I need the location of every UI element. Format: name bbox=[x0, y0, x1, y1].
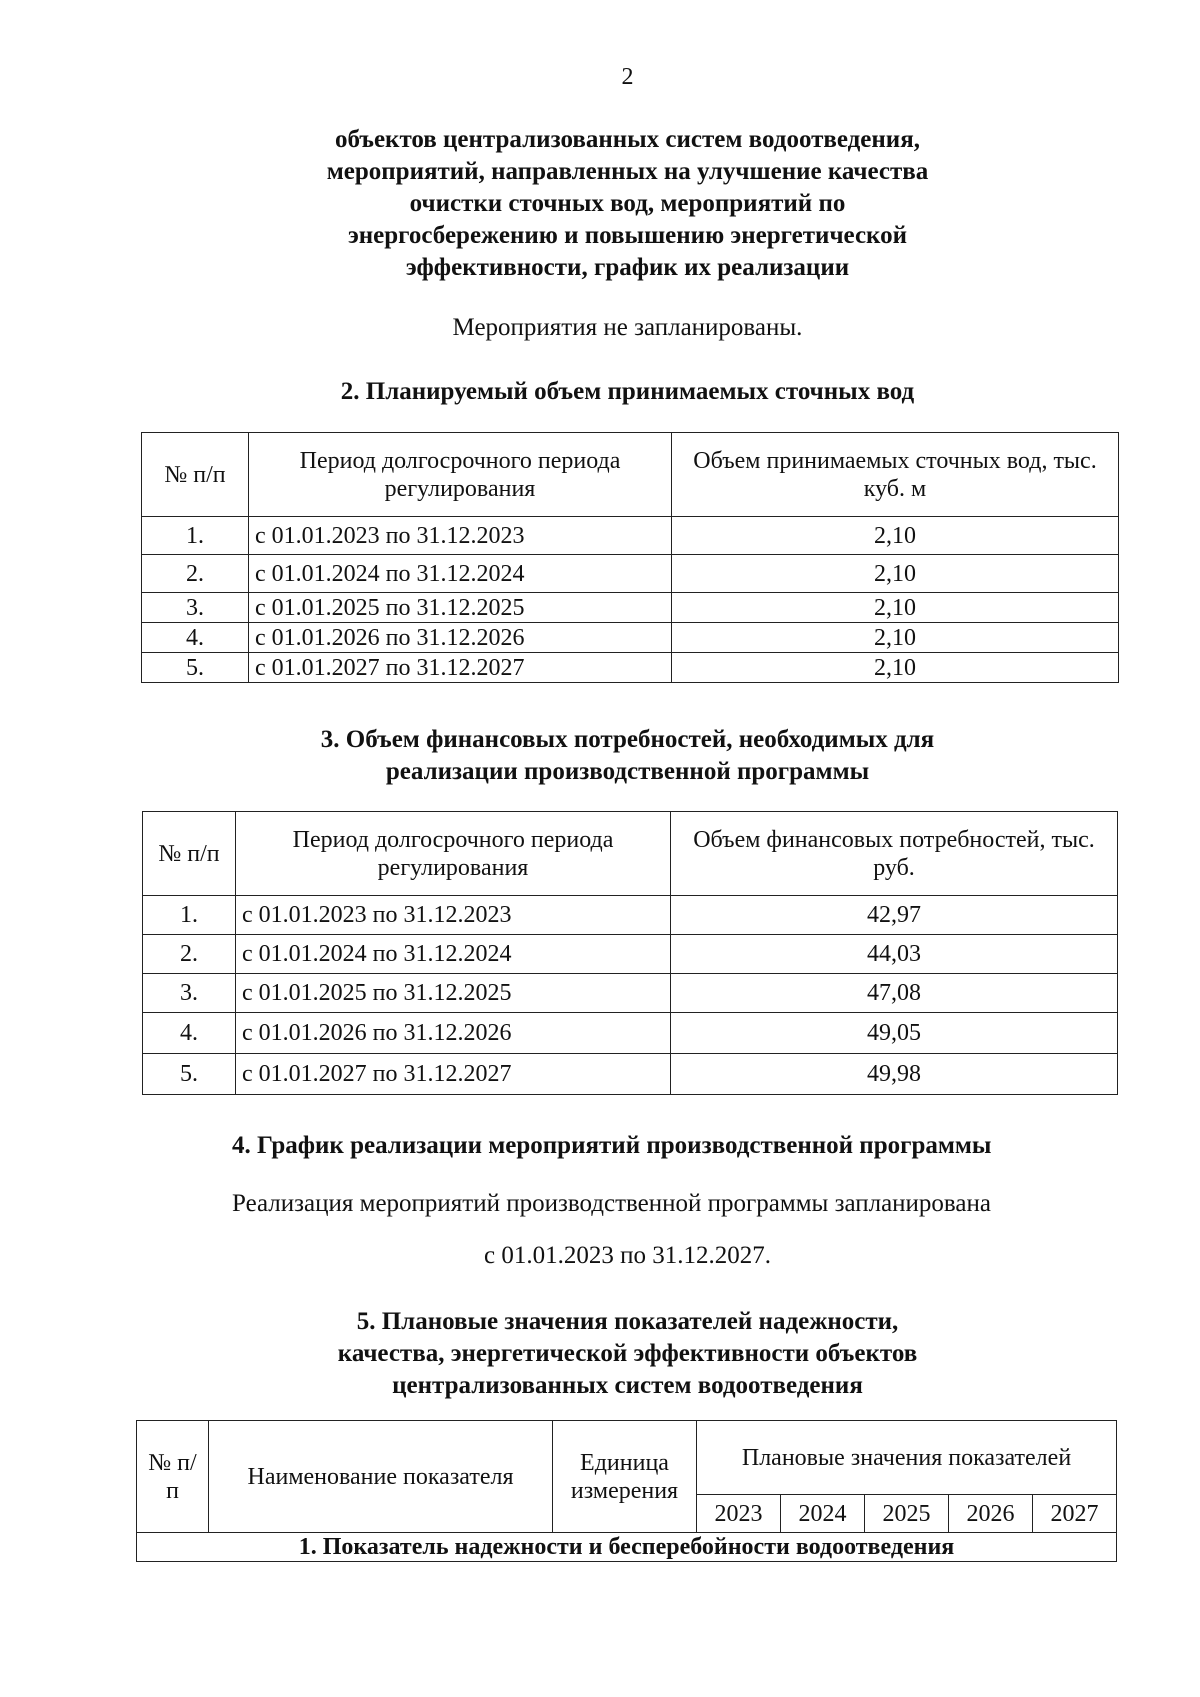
row-value: 44,03 bbox=[671, 935, 1118, 974]
row-value: 49,98 bbox=[671, 1054, 1118, 1095]
row-period: с 01.01.2025 по 31.12.2025 bbox=[236, 974, 671, 1013]
row-period: с 01.01.2024 по 31.12.2024 bbox=[236, 935, 671, 974]
row-value: 2,10 bbox=[672, 593, 1119, 623]
row-value: 42,97 bbox=[671, 896, 1118, 935]
table-row bbox=[143, 896, 1118, 935]
section5-title-line: качества, энергетической эффективности объектов bbox=[337, 1340, 918, 1367]
header-finance: Объем финансовых потребностей, тыс. руб. bbox=[671, 812, 1118, 896]
table-row bbox=[142, 517, 1119, 555]
section3-title-line: 3. Объем финансовых потребностей, необходимых для bbox=[320, 726, 935, 753]
financial-needs-table bbox=[142, 811, 1118, 1095]
row-period: с 01.01.2023 по 31.12.2023 bbox=[236, 896, 671, 935]
header-year: 2024 bbox=[781, 1495, 865, 1533]
row-value: 2,10 bbox=[672, 653, 1119, 683]
row-num: 5. bbox=[143, 1054, 236, 1095]
title-line: энергосбережению и повышению энергетической bbox=[347, 222, 908, 249]
row-value: 49,05 bbox=[671, 1013, 1118, 1054]
table-row bbox=[143, 974, 1118, 1013]
header-num: № п/п bbox=[137, 1421, 209, 1533]
header-volume: Объем принимаемых сточных вод, тыс. куб. м bbox=[672, 433, 1119, 517]
header-year: 2026 bbox=[949, 1495, 1033, 1533]
row-num: 2. bbox=[142, 555, 249, 593]
header-unit: Единица измерения bbox=[553, 1421, 697, 1533]
header-year: 2025 bbox=[865, 1495, 949, 1533]
row-period: с 01.01.2025 по 31.12.2025 bbox=[249, 593, 672, 623]
title-line: очистки сточных вод, мероприятий по bbox=[409, 190, 846, 217]
section5-title-line: централизованных систем водоотведения bbox=[392, 1372, 863, 1399]
no-measures-text: Мероприятия не запланированы. bbox=[452, 314, 803, 341]
header-num: № п/п bbox=[142, 433, 249, 517]
section3-title bbox=[0, 724, 1200, 788]
row-period: с 01.01.2026 по 31.12.2026 bbox=[236, 1013, 671, 1054]
table-row bbox=[143, 1054, 1118, 1095]
header-year: 2023 bbox=[697, 1495, 781, 1533]
table-header-row bbox=[137, 1421, 1117, 1495]
header-period: Период долгосрочного периода регулирования bbox=[249, 433, 672, 517]
row-num: 2. bbox=[143, 935, 236, 974]
header-num: № п/п bbox=[143, 812, 236, 896]
section4-title: 4. График реализации мероприятий производственной программы bbox=[232, 1132, 992, 1159]
title-line: эффективности, график их реализации bbox=[405, 254, 850, 281]
row-period: с 01.01.2027 по 31.12.2027 bbox=[236, 1054, 671, 1095]
indicators-table bbox=[136, 1420, 1117, 1562]
page-number: 2 bbox=[621, 64, 634, 90]
section3-title-line: реализации производственной программы bbox=[385, 758, 870, 785]
title-continuation bbox=[0, 124, 1200, 284]
row-num: 4. bbox=[142, 623, 249, 653]
table-row bbox=[143, 935, 1118, 974]
subsection-reliability: 1. Показатель надежности и бесперебойности водоотведения bbox=[137, 1533, 1117, 1562]
table-row bbox=[142, 623, 1119, 653]
section4-text-line2: с 01.01.2023 по 31.12.2027. bbox=[484, 1242, 771, 1269]
row-value: 47,08 bbox=[671, 974, 1118, 1013]
row-num: 1. bbox=[143, 896, 236, 935]
table-row bbox=[142, 555, 1119, 593]
section5-title-line: 5. Плановые значения показателей надежности, bbox=[356, 1308, 899, 1335]
row-value: 2,10 bbox=[672, 623, 1119, 653]
row-num: 5. bbox=[142, 653, 249, 683]
title-line: мероприятий, направленных на улучшение качества bbox=[326, 158, 929, 185]
header-indicator-name: Наименование показателя bbox=[209, 1421, 553, 1533]
section4-text-line1: Реализация мероприятий производственной программы запланирована bbox=[232, 1190, 991, 1217]
header-period: Период долгосрочного периода регулирования bbox=[236, 812, 671, 896]
header-planned-values: Плановые значения показателей bbox=[697, 1421, 1117, 1495]
table-section-row bbox=[137, 1533, 1117, 1562]
row-value: 2,10 bbox=[672, 555, 1119, 593]
table-row bbox=[142, 593, 1119, 623]
title-line: объектов централизованных систем водоотведения, bbox=[335, 126, 920, 153]
table-header-row bbox=[142, 433, 1119, 517]
row-period: с 01.01.2026 по 31.12.2026 bbox=[249, 623, 672, 653]
table-row bbox=[142, 653, 1119, 683]
row-period: с 01.01.2024 по 31.12.2024 bbox=[249, 555, 672, 593]
wastewater-volume-table bbox=[141, 432, 1119, 683]
row-num: 4. bbox=[143, 1013, 236, 1054]
row-num: 3. bbox=[143, 974, 236, 1013]
table-row bbox=[143, 1013, 1118, 1054]
table-header-row bbox=[143, 812, 1118, 896]
section2-title: 2. Планируемый объем принимаемых сточных вод bbox=[340, 378, 915, 405]
header-year: 2027 bbox=[1033, 1495, 1117, 1533]
section5-title bbox=[0, 1306, 1200, 1402]
row-period: с 01.01.2023 по 31.12.2023 bbox=[249, 517, 672, 555]
row-period: с 01.01.2027 по 31.12.2027 bbox=[249, 653, 672, 683]
row-num: 1. bbox=[142, 517, 249, 555]
row-num: 3. bbox=[142, 593, 249, 623]
row-value: 2,10 bbox=[672, 517, 1119, 555]
